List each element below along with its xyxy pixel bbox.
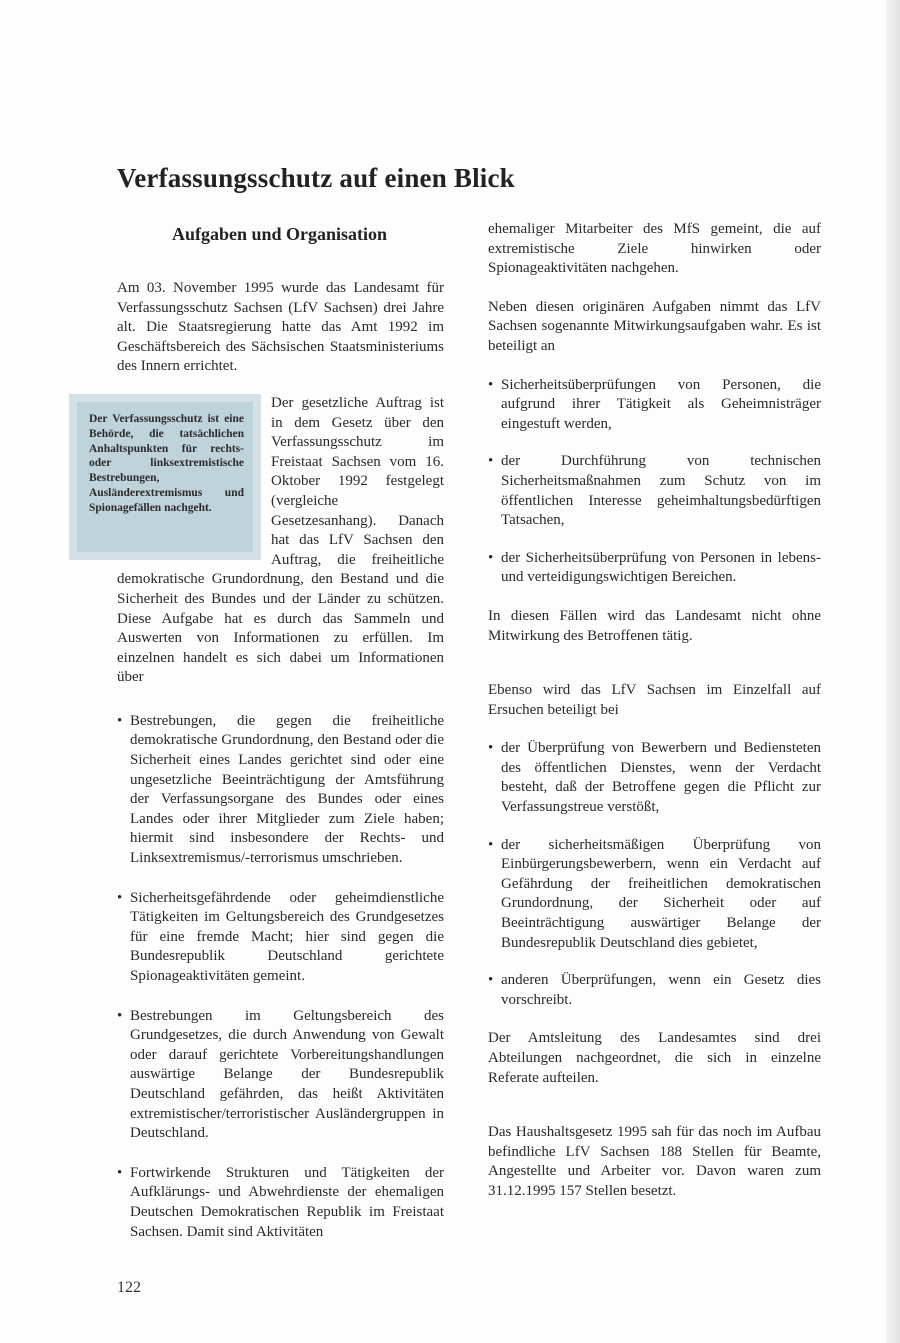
list-item bbox=[488, 971, 821, 1010]
ersuchen-intro: Ebenso wird das LfV Sachsen im Einzelfall auf Ersuchen beteiligt bei bbox=[488, 682, 821, 718]
list-item bbox=[117, 889, 444, 987]
amtsleitung-paragraph: Der Amtsleitung des Landesamtes sind drei Abteilungen nachgeordnet, die sich in einzelne Referate aufteilen. bbox=[488, 1030, 821, 1086]
list-item bbox=[117, 712, 444, 869]
bullet-icon: • bbox=[488, 549, 494, 566]
bullet-icon: • bbox=[117, 889, 123, 906]
haushalt-paragraph: Das Haushaltsgesetz 1995 sah für das noch im Aufbau befindliche LfV Sachsen 188 Stellen für Beamte, Angestellte und Arbeiter vor. Davon waren zum 31.12.1995 157 Stellen besetzt. bbox=[488, 1124, 821, 1199]
list-item bbox=[488, 549, 821, 588]
list-item bbox=[488, 376, 821, 435]
bullet-icon: • bbox=[117, 1164, 123, 1181]
list-item bbox=[488, 452, 821, 530]
mitwirkung-bullet-list bbox=[488, 376, 821, 588]
right-column bbox=[488, 220, 821, 1202]
bullet-icon: • bbox=[117, 712, 123, 729]
bullet-icon: • bbox=[488, 972, 494, 989]
list-item bbox=[117, 1007, 444, 1144]
mitwirkung-note: In diesen Fällen wird das Landesamt nicht ohne Mitwirkung des Betroffenen tätig. bbox=[488, 607, 821, 644]
list-item-text: Sicherheitsüberprüfungen von Personen, die aufgrund ihrer Tätigkeit als Geheimnisträger eingestuft werden, bbox=[501, 376, 821, 432]
list-item-text: der Sicherheitsüberprüfung von Personen in lebens- und verteidigungswichtigen Bereichen. bbox=[501, 549, 821, 586]
mitwirkung-intro: Neben diesen originären Aufgaben nimmt das LfV Sachsen sogenannte Mitwirkungsaufgaben wahr. Es ist beteiligt an bbox=[488, 298, 821, 354]
bullet-icon: • bbox=[488, 453, 494, 470]
list-item-text: Bestrebungen, die gegen die freiheitliche demokratische Grundordnung, den Bestand oder die Sicherheit eines Landes gerichtet sind oder eine ungesetzliche Beeinträchtigung der Amtsführung der Verfassungsorgane des Bundes oder eines Landes oder ihrer Mitglieder zum Ziele haben; hiermit sind insbesondere der Rechts- und Linksextremismus/-terrorismus umschrieben. bbox=[130, 712, 444, 867]
list-item-text: der Durchführung von technischen Sicherheitsmaßnahmen zum Schutz von im öffentlichen Interesse geheimhaltungsbedürftigen Tatsachen, bbox=[501, 453, 821, 529]
left-column bbox=[89, 279, 444, 1242]
list-item bbox=[117, 1164, 444, 1242]
bullet-icon: • bbox=[117, 1007, 123, 1024]
bullet-icon: • bbox=[488, 376, 494, 393]
list-item bbox=[488, 836, 821, 954]
sidebar-box bbox=[69, 394, 261, 560]
bullet-icon: • bbox=[488, 740, 494, 757]
section-heading: Aufgaben und Organisation bbox=[171, 224, 388, 244]
sidebar-text: Der Verfassungsschutz ist eine Behörde, die tatsächlichen Anhaltspunkten für rechts- oder linksextremistische Bestrebungen, Ausländerextremismus und Spionagefällen nachgeht. bbox=[77, 402, 253, 552]
list-item-text: der sicherheitsmäßigen Überprüfung von Einbürgerungsbewerbern, wenn ein Verdacht auf Gefährdung der freiheitlichen demokratischen Grundordnung, der Sicherheit oder auf Beeinträchtigung auswärtiger Belange der Bundesrepublik Deutschland dies gebietet, bbox=[501, 836, 821, 951]
list-item-text: anderen Überprüfungen, wenn ein Gesetz dies vorschreibt. bbox=[501, 972, 821, 1008]
intro-paragraph: Am 03. November 1995 wurde das Landesamt für Verfassungsschutz Sachsen (LfV Sachsen) drei Jahre alt. Die Staatsregierung hatte das Amt 1992 im Geschäftsbereich des Sächsischen Staatsministeriums des Innern errichtet. bbox=[117, 280, 444, 375]
ersuchen-bullet-list bbox=[488, 739, 821, 1010]
list-item-text: der Überprüfung von Bewerbern und Bediensteten des öffentlichen Dienstes, wenn der Verdacht besteht, daß der Betroffene gegen die Pflicht zur Verfassungstreue verstößt, bbox=[501, 740, 821, 816]
left-bullet-list bbox=[117, 712, 444, 1242]
page-number: 122 bbox=[117, 1279, 141, 1296]
page-edge-shadow bbox=[886, 0, 900, 1343]
mandate-paragraph: Der gesetzliche Auftrag ist in dem Gesetz über den Verfassungsschutz im Freistaat Sachsen vom 16. Oktober 1992 festgelegt (vergleiche Gesetzesanhang). Danach hat das LfV Sachsen den Auftrag, die freiheitliche demokratische Grundordnung, den Bestand und die Sicherheit des Bundes und der Länder zu schützen. Diese Aufgabe hat es durch das Sammeln und Auswerten von Informationen zu erfüllen. Im einzelnen handelt es sich dabei um Informationen über bbox=[117, 394, 444, 686]
list-item bbox=[488, 739, 821, 817]
bullet-icon: • bbox=[488, 836, 494, 853]
mandate-block bbox=[89, 394, 444, 688]
page-title: Verfassungsschutz auf einen Blick bbox=[117, 163, 515, 193]
list-item-text: Fortwirkende Strukturen und Tätigkeiten der Aufklärungs- und Abwehrdienste der ehemaligen Deutschen Demokratischen Republik im Freistaat Sachsen. Damit sind Aktivitäten bbox=[130, 1164, 444, 1240]
list-item-text: Bestrebungen im Geltungsbereich des Grundgesetzes, die durch Anwendung von Gewalt oder darauf gerichtete Vorbereitungshandlungen auswärtige Belange der Bundesrepublik Deutschland gefährden, das heißt Aktivitäten extremistischer/terroristischer Ausländergruppen in Deutschland. bbox=[130, 1007, 444, 1142]
continuation-paragraph: ehemaliger Mitarbeiter des MfS gemeint, die auf extremistische Ziele hinwirken oder Spionageaktivitäten nachgehen. bbox=[488, 221, 821, 277]
list-item-text: Sicherheitsgefährdende oder geheimdienstliche Tätigkeiten im Geltungsbereich des Grundgesetzes für eine fremde Macht; hier sind gegen die Bundesrepublik Deutschland gerichtete Spionageaktivitäten gemeint. bbox=[130, 889, 444, 984]
